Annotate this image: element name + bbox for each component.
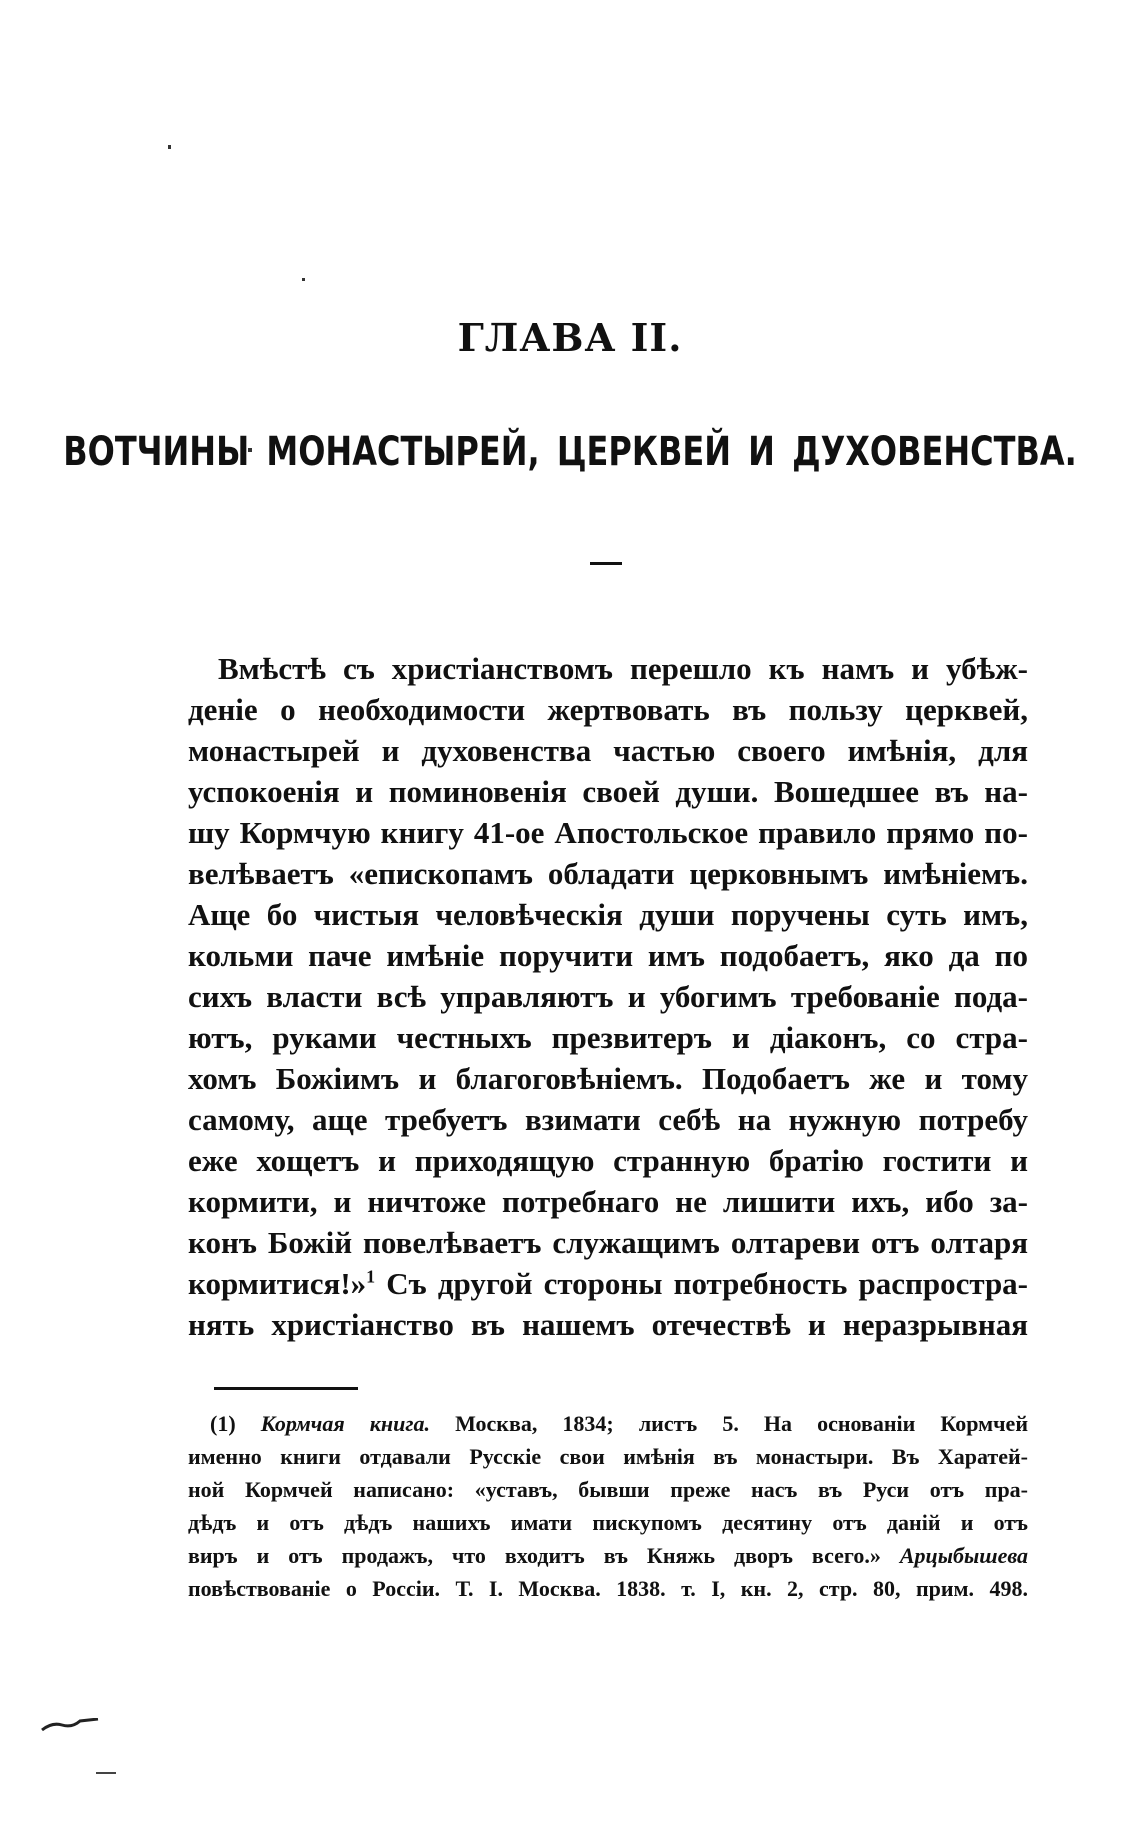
footnote-author: Арцыбышева: [899, 1543, 1029, 1568]
margin-mark: [96, 1772, 116, 1774]
footnote-line: повѣствованіе о Россіи. Т. I. Москва. 1838. т. I, кн. 2, стр. 80, прим. 498.: [188, 1576, 1028, 1601]
text-line: успокоенія и поминовенія своей души. Вошедшее въ на-: [188, 774, 1028, 809]
margin-scribble: [40, 1718, 100, 1732]
footnote-marker: (1): [210, 1411, 236, 1436]
footnote-text: Москва, 1834; листъ 5. На основаніи Кормчей: [455, 1411, 1029, 1436]
footnote-line: дѣдъ и отъ дѣдъ нашихъ имати пискупомъ десятину отъ даній и отъ: [188, 1510, 1028, 1535]
text-line: самому, аще требуетъ взимати себѣ на нужную потребу: [188, 1102, 1028, 1137]
text-line: кормити, и ничтоже потребнаго не лишити ихъ, ибо за-: [188, 1184, 1028, 1219]
text-line-with-footnote: [188, 1263, 1028, 1304]
footnote-line: ной Кормчей написано: «уставъ, бывши преже насъ въ Руси отъ пра-: [188, 1477, 1028, 1502]
text-line: сихъ власти всѣ управляютъ и убогимъ требованіе пода-: [188, 979, 1028, 1014]
text-line: хомъ Божіимъ и благоговѣніемъ. Подобаетъ же и тому: [188, 1061, 1028, 1096]
footnote-reference[interactable]: 1: [366, 1266, 376, 1287]
text-line: велѣваетъ «епископамъ обладати церковнымъ имѣніемъ.: [188, 856, 1028, 891]
footnote-text: виръ и отъ продажъ, что входитъ въ Княжь дворъ всего.»: [188, 1543, 881, 1568]
text-line: конъ Божій повелѣваетъ служащимъ олтареви отъ олтаря: [188, 1225, 1028, 1260]
text-fragment: Съ другой стороны потребность распростра-: [386, 1266, 1029, 1301]
chapter-title: ГЛАВА II.: [457, 315, 683, 360]
footnote: [188, 1407, 1028, 1605]
speck-mark: [302, 278, 305, 281]
section-separator: [590, 562, 622, 565]
footnote-rule: [214, 1387, 358, 1390]
text-line: монастырей и духовенства частью своего имѣнія, для: [188, 733, 1028, 768]
text-line: шу Кормчую книгу 41-ое Апостольское правило прямо по-: [188, 815, 1028, 850]
footnote-source-title: Кормчая книга.: [260, 1411, 430, 1436]
footnote-line: именно книги отдавали Русскіе свои имѣнія въ монастыри. Въ Харатей-: [188, 1444, 1028, 1469]
text-line: ютъ, руками честныхъ презвитеръ и діаконъ, со стра-: [188, 1020, 1028, 1055]
text-line: деніе о необходимости жертвовать въ пользу церквей,: [188, 692, 1028, 727]
footnote-line: [188, 1539, 1028, 1572]
text-line: нять христіанство въ нашемъ отечествѣ и неразрывная: [188, 1307, 1028, 1342]
text-line: еже хощетъ и приходящую странную братію гостити и: [188, 1143, 1028, 1178]
chapter-subtitle: ВОТЧИНЫ МОНАСТЫРЕЙ, ЦЕРКВЕЙ И ДУХОВЕНСТВА.: [63, 427, 1077, 475]
speck-mark: [168, 145, 171, 149]
text-line: кольми паче имѣніе поручити имъ подобаетъ, яко да по: [188, 938, 1028, 973]
text-fragment: кормитися!»: [188, 1266, 367, 1301]
text-line: Аще бо чистыя человѣческія души поручены суть имъ,: [188, 897, 1028, 932]
footnote-line: [188, 1407, 1028, 1440]
main-paragraph: [188, 648, 1028, 1345]
text-line: Вмѣстѣ съ христіанствомъ перешло къ намъ и убѣж-: [218, 651, 1028, 686]
